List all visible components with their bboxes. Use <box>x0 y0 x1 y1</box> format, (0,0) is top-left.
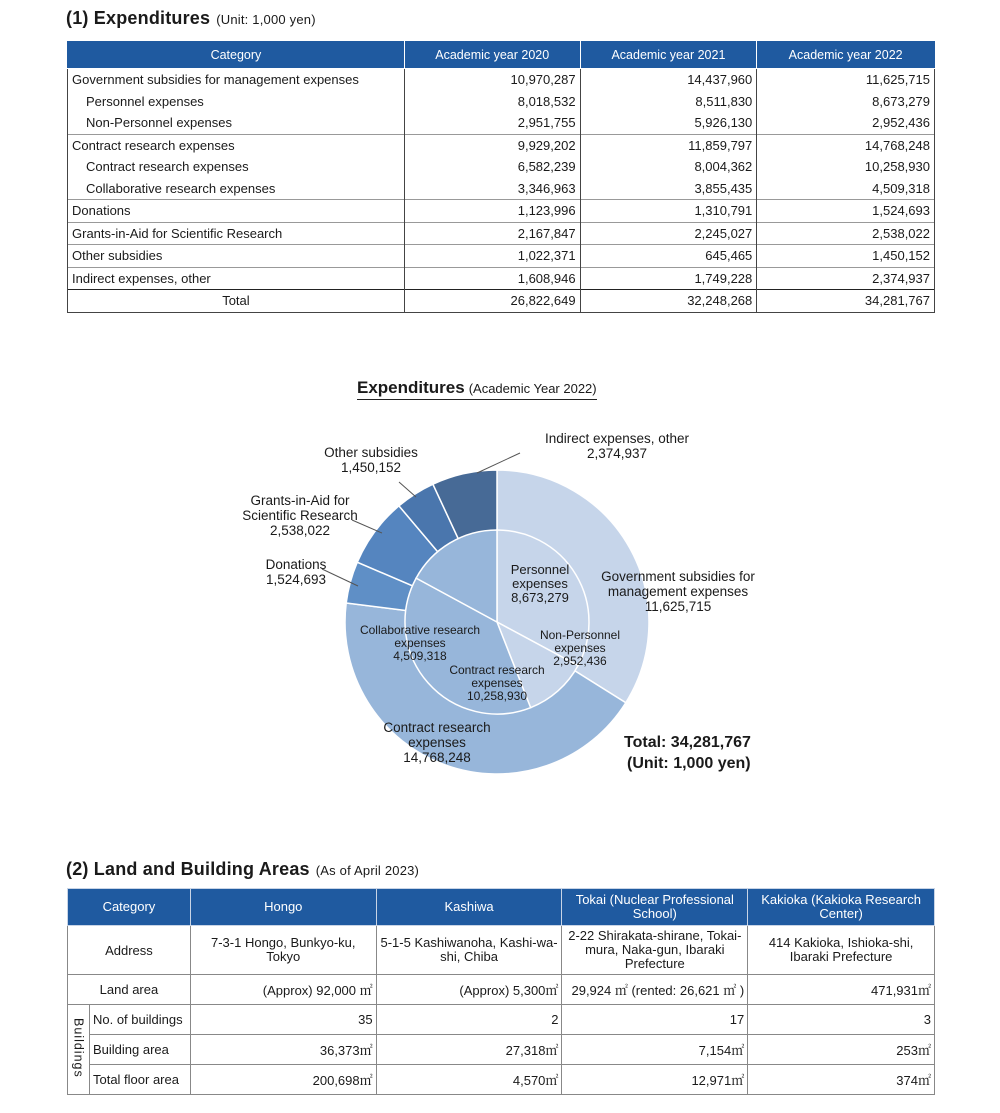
table-row <box>68 245 935 268</box>
cell-2022: 4,509,318 <box>757 178 935 200</box>
row-label: Indirect expenses, other <box>68 267 405 290</box>
pie-label-inner-3: Collaborative research expenses 4,509,318 <box>359 623 481 663</box>
land-col-header-kashiwa: Kashiwa <box>376 889 562 926</box>
cell-2022: 2,374,937 <box>757 267 935 290</box>
row-label: Contract research expenses <box>68 134 405 156</box>
land-col-header-kakioka: Kakioka (Kakioka Research Center) <box>748 889 935 926</box>
table-row <box>68 1065 935 1095</box>
chart-title-text: Expenditures <box>357 378 465 397</box>
chart-title <box>357 378 597 400</box>
cell-2020: 9,929,202 <box>404 134 580 156</box>
total-2020: 26,822,649 <box>404 290 580 313</box>
cell-2021: 14,437,960 <box>580 69 757 91</box>
total-row <box>68 290 935 313</box>
cell-2022: 2,538,022 <box>757 222 935 245</box>
cell-kashiwa: 4,570㎡ <box>376 1065 562 1095</box>
total-2021: 32,248,268 <box>580 290 757 313</box>
cell-2021: 645,465 <box>580 245 757 268</box>
row-label: Donations <box>68 200 405 223</box>
cell-2022: 1,524,693 <box>757 200 935 223</box>
row-label: Building area <box>89 1035 190 1065</box>
land-area-row <box>68 975 935 1005</box>
col-header-2021: Academic year 2021 <box>580 42 757 69</box>
cell-2020: 1,123,996 <box>404 200 580 223</box>
land-heading <box>66 859 419 880</box>
chart-subtitle: (Academic Year 2022) <box>468 381 597 396</box>
table-row <box>68 91 935 113</box>
pie-label-inner-0: Personnel expenses 8,673,279 <box>510 562 570 605</box>
row-label: Government subsidies for management expenses <box>68 69 405 91</box>
cell-2021: 3,855,435 <box>580 178 757 200</box>
cell-2021: 5,926,130 <box>580 112 757 134</box>
row-label: Contract research expenses <box>68 156 405 178</box>
pie-label-inner-1: Non-Personnel expenses 2,952,436 <box>539 628 621 668</box>
buildings-label-text: Buildings <box>71 1018 86 1078</box>
expenditures-pie-chart <box>0 410 1000 830</box>
cell-kashiwa: 2 <box>376 1005 562 1035</box>
expenditures-title: (1) Expenditures <box>66 8 211 28</box>
buildings-group-label <box>68 1005 90 1095</box>
pie-label-outer-3: Grants-in-Aid for Scientific Research 2,538,022 <box>242 493 358 538</box>
land-hongo: (Approx) 92,000 ㎡ <box>190 975 376 1005</box>
cell-kakioka: 3 <box>748 1005 935 1035</box>
col-header-category: Category <box>68 42 405 69</box>
expenditures-table <box>67 41 935 313</box>
land-title: (2) Land and Building Areas <box>66 859 310 879</box>
table-row <box>68 1005 935 1035</box>
table-row <box>68 267 935 290</box>
table-row <box>68 1035 935 1065</box>
cell-2020: 2,167,847 <box>404 222 580 245</box>
land-col-header-tokai: Tokai (Nuclear Professional School) <box>562 889 748 926</box>
col-header-2022: Academic year 2022 <box>757 42 935 69</box>
land-tokai: 29,924 ㎡ (rented: 26,621 ㎡ ) <box>562 975 748 1005</box>
table-row <box>68 112 935 134</box>
total-label: Total <box>68 290 405 313</box>
cell-kashiwa: 27,318㎡ <box>376 1035 562 1065</box>
address-hongo: 7-3-1 Hongo, Bunkyo-ku, Tokyo <box>190 926 376 975</box>
col-header-2020: Academic year 2020 <box>404 42 580 69</box>
row-label: Grants-in-Aid for Scientific Research <box>68 222 405 245</box>
address-label: Address <box>68 926 191 975</box>
expenditures-heading <box>66 8 316 29</box>
cell-kakioka: 374㎡ <box>748 1065 935 1095</box>
cell-2022: 1,450,152 <box>757 245 935 268</box>
cell-hongo: 35 <box>190 1005 376 1035</box>
cell-2020: 6,582,239 <box>404 156 580 178</box>
table-row <box>68 178 935 200</box>
pie-unit-label: (Unit: 1,000 yen) <box>627 755 751 772</box>
cell-2021: 8,004,362 <box>580 156 757 178</box>
total-2022: 34,281,767 <box>757 290 935 313</box>
address-kakioka: 414 Kakioka, Ishioka-shi, Ibaraki Prefecture <box>748 926 935 975</box>
cell-2020: 10,970,287 <box>404 69 580 91</box>
cell-2020: 3,346,963 <box>404 178 580 200</box>
row-label: Collaborative research expenses <box>68 178 405 200</box>
cell-2021: 1,310,791 <box>580 200 757 223</box>
row-label: No. of buildings <box>89 1005 190 1035</box>
table-row <box>68 134 935 156</box>
pie-label-outer-5: Indirect expenses, other 2,374,937 <box>544 431 690 461</box>
cell-2021: 2,245,027 <box>580 222 757 245</box>
land-kashiwa: (Approx) 5,300㎡ <box>376 975 562 1005</box>
cell-2021: 11,859,797 <box>580 134 757 156</box>
table-row <box>68 69 935 91</box>
table-row <box>68 156 935 178</box>
row-label: Non-Personnel expenses <box>68 112 405 134</box>
table-row <box>68 200 935 223</box>
address-kashiwa: 5-1-5 Kashiwanoha, Kashi-wa-shi, Chiba <box>376 926 562 975</box>
land-building-table <box>67 888 935 1095</box>
cell-2021: 1,749,228 <box>580 267 757 290</box>
row-label: Other subsidies <box>68 245 405 268</box>
row-label: Personnel expenses <box>68 91 405 113</box>
cell-2022: 8,673,279 <box>757 91 935 113</box>
cell-2022: 14,768,248 <box>757 134 935 156</box>
land-header-row <box>68 889 935 926</box>
address-tokai: 2-22 Shirakata-shirane, Tokai-mura, Naka-gun, Ibaraki Prefecture <box>562 926 748 975</box>
land-kakioka: 471,931㎡ <box>748 975 935 1005</box>
cell-2022: 2,952,436 <box>757 112 935 134</box>
cell-tokai: 17 <box>562 1005 748 1035</box>
cell-hongo: 36,373㎡ <box>190 1035 376 1065</box>
land-col-header-hongo: Hongo <box>190 889 376 926</box>
pie-label-outer-2: Donations 1,524,693 <box>265 557 327 587</box>
row-label: Total floor area <box>89 1065 190 1095</box>
cell-tokai: 12,971㎡ <box>562 1065 748 1095</box>
pie-leader-line-4 <box>399 482 416 497</box>
pie-label-outer-0: Government subsidies for management expenses 11,625,715 <box>601 569 755 614</box>
pie-label-inner-2: Contract research expenses 10,258,930 <box>449 663 545 703</box>
cell-2020: 2,951,755 <box>404 112 580 134</box>
cell-2020: 8,018,532 <box>404 91 580 113</box>
cell-2022: 10,258,930 <box>757 156 935 178</box>
expenditures-header-row <box>68 42 935 69</box>
pie-total-label: Total: 34,281,767 <box>624 734 751 751</box>
cell-hongo: 200,698㎡ <box>190 1065 376 1095</box>
pie-label-outer-4: Other subsidies 1,450,152 <box>324 445 418 475</box>
pie-label-outer-1: Contract research expenses 14,768,248 <box>383 720 491 765</box>
address-row <box>68 926 935 975</box>
table-row <box>68 222 935 245</box>
cell-2022: 11,625,715 <box>757 69 935 91</box>
land-area-label: Land area <box>68 975 191 1005</box>
cell-2020: 1,608,946 <box>404 267 580 290</box>
expenditures-unit: (Unit: 1,000 yen) <box>216 12 316 27</box>
cell-2020: 1,022,371 <box>404 245 580 268</box>
land-col-header-category: Category <box>68 889 191 926</box>
land-asof: (As of April 2023) <box>315 863 420 878</box>
cell-2021: 8,511,830 <box>580 91 757 113</box>
cell-tokai: 7,154㎡ <box>562 1035 748 1065</box>
cell-kakioka: 253㎡ <box>748 1035 935 1065</box>
